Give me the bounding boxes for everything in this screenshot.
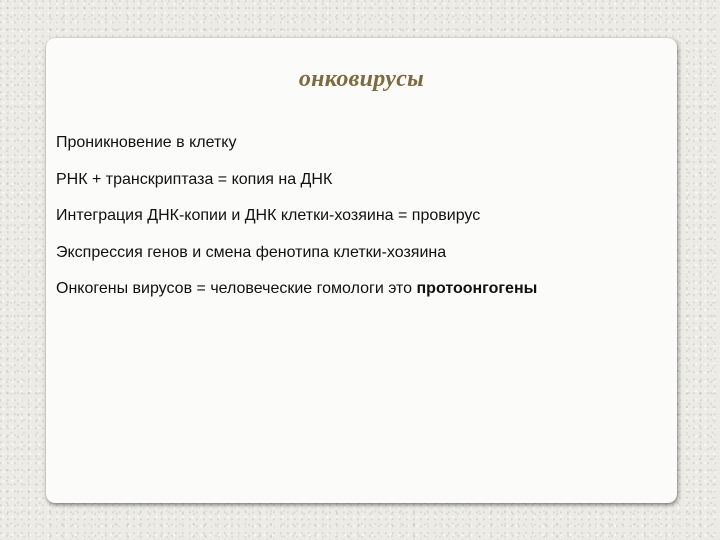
slide-card <box>46 38 677 503</box>
list-item <box>56 280 537 317</box>
emphasized-term: протоонгогены <box>416 280 538 297</box>
bullet-list <box>56 134 537 317</box>
list-item <box>56 207 537 244</box>
list-item <box>56 244 537 281</box>
list-item <box>56 171 537 208</box>
item-text: Экспрессия генов и смена фенотипа клетки-хозяина <box>56 243 447 261</box>
list-item <box>56 134 537 171</box>
item-text: РНК + транскриптаза = копия на ДНК <box>56 170 333 188</box>
item-text: Интеграция ДНК-копии и ДНК клетки-хозяина = провирус <box>56 207 481 224</box>
item-text: Проникновение в клетку <box>56 134 237 151</box>
slide-title: онковирусы <box>298 66 425 92</box>
item-text: Онкогены вирусов = человеческие гомологи это <box>56 280 417 297</box>
